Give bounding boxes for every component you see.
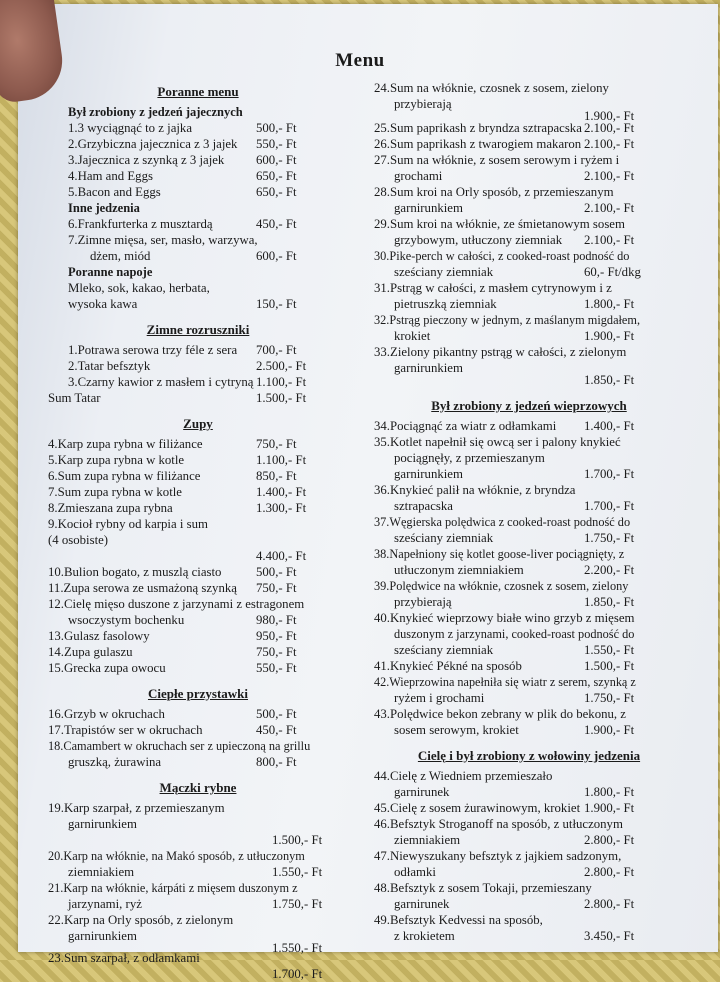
item-name: jarzynami, ryż bbox=[68, 897, 142, 911]
menu-item bbox=[374, 418, 684, 434]
item-price: 2.100,- Ft bbox=[584, 201, 635, 215]
item-price: 550,- Ft bbox=[256, 137, 297, 151]
menu-item-cont: duszonym z jarzynami, cooked-roast podność do bbox=[394, 627, 635, 641]
menu-item bbox=[374, 120, 684, 136]
menu-item bbox=[374, 800, 684, 816]
item-price: 1.900,- Ft bbox=[584, 329, 635, 343]
menu-item bbox=[48, 468, 348, 484]
item-name: garnirunek bbox=[394, 785, 450, 799]
menu-item-price-line bbox=[48, 966, 348, 982]
section-heading-breakfast: Poranne menu bbox=[157, 84, 239, 99]
item-price: 1.750,- Ft bbox=[584, 531, 635, 545]
menu-item bbox=[48, 152, 348, 168]
menu-item bbox=[48, 644, 348, 660]
section-heading-cold-starters: Zimne rozruszniki bbox=[146, 322, 250, 337]
item-price: 60,- Ft/dkg bbox=[584, 265, 641, 279]
item-price: 1.550,- Ft bbox=[272, 865, 323, 879]
menu-item: 12.Cielę mięso duszone z jarzynami z estragonem bbox=[48, 597, 305, 611]
menu-item-cont bbox=[374, 784, 684, 800]
menu-item bbox=[48, 120, 348, 136]
menu-item-cont bbox=[374, 168, 684, 184]
menu-item: 30.Pike-perch w całości, z cooked-roast podność do bbox=[374, 249, 630, 263]
menu-item-cont bbox=[374, 466, 684, 482]
item-price: 600,- Ft bbox=[256, 249, 297, 263]
item-price: 1.700,- Ft bbox=[584, 467, 635, 481]
item-price: 1.850,- Ft bbox=[584, 595, 635, 609]
item-price: 2.800,- Ft bbox=[584, 865, 635, 879]
menu-item-cont bbox=[374, 200, 684, 216]
item-name: 7.Sum zupa rybna w kotle bbox=[48, 485, 182, 499]
menu-title: Menu bbox=[335, 50, 385, 71]
menu-item-cont bbox=[374, 530, 684, 546]
menu-item: 7.Zimne mięsa, ser, masło, warzywa, bbox=[68, 233, 258, 247]
menu-item-price-line bbox=[48, 832, 348, 848]
menu-item: 40.Knykieć wieprzowy białe wino grzyb z mięsem bbox=[374, 611, 635, 625]
item-price: 980,- Ft bbox=[256, 613, 297, 627]
menu-item-cont bbox=[374, 690, 684, 706]
item-name: 6.Sum zupa rybna w filiżance bbox=[48, 469, 201, 483]
menu-item: 22.Karp na Orly sposób, z zielonym bbox=[48, 913, 234, 927]
item-name: sześciany ziemniak bbox=[394, 531, 494, 545]
menu-item bbox=[48, 500, 348, 516]
menu-item-cont bbox=[374, 232, 684, 248]
menu-item-cont bbox=[374, 832, 684, 848]
menu-item-cont bbox=[374, 296, 684, 312]
item-name: pietruszką ziemniak bbox=[394, 297, 497, 311]
menu-item-cont bbox=[374, 896, 684, 912]
menu-item bbox=[48, 436, 348, 452]
item-name: 14.Zupa gulaszu bbox=[48, 645, 133, 659]
item-name: sześciany ziemniak bbox=[394, 643, 494, 657]
item-name: 41.Knykieć Pékné na sposób bbox=[374, 659, 522, 673]
item-name: wysoka kawa bbox=[68, 297, 138, 311]
item-name: utłuczonym ziemniakiem bbox=[394, 563, 524, 577]
menu-item bbox=[48, 136, 348, 152]
item-name: 25.Sum paprikash z bryndza sztrapacska bbox=[374, 121, 582, 135]
subheading-egg-dishes: Był zrobiony z jedzeń jajecznych bbox=[68, 105, 243, 119]
item-price: 1.550,- Ft bbox=[584, 643, 635, 657]
item-name: garnirunkiem bbox=[394, 467, 463, 481]
item-name: 16.Grzyb w okruchach bbox=[48, 707, 165, 721]
menu-item: 44.Cielę z Wiedniem przemieszało bbox=[374, 769, 553, 783]
item-price: 850,- Ft bbox=[256, 469, 297, 483]
left-column bbox=[48, 84, 348, 982]
item-price: 2.200,- Ft bbox=[584, 563, 635, 577]
menu-item: 20.Karp na włóknie, na Makó sposób, z utłuczonym bbox=[48, 849, 305, 863]
menu-item bbox=[48, 950, 348, 966]
item-price: 1.500,- Ft bbox=[272, 833, 323, 847]
menu-item: 46.Befsztyk Stroganoff na sposób, z utłuczonym bbox=[374, 817, 623, 831]
item-price: 450,- Ft bbox=[256, 723, 297, 737]
item-name: 5.Karp zupa rybna w kotle bbox=[48, 453, 185, 467]
item-name: odłamki bbox=[394, 865, 436, 879]
menu-item-cont bbox=[374, 498, 684, 514]
item-price: 2.800,- Ft bbox=[584, 833, 635, 847]
menu-item: Mleko, sok, kakao, herbata, bbox=[68, 281, 210, 295]
item-price: 1.800,- Ft bbox=[584, 297, 635, 311]
menu-item bbox=[374, 658, 684, 674]
menu-item-cont: garnirunkiem bbox=[68, 929, 137, 943]
item-name: 8.Zmieszana zupa rybna bbox=[48, 501, 173, 515]
item-price: 1.300,- Ft bbox=[256, 501, 307, 515]
item-name: 26.Sum paprikash z twarogiem makaron bbox=[374, 137, 582, 151]
item-name: garnirunek bbox=[394, 897, 450, 911]
item-price: 1.100,- Ft bbox=[256, 453, 307, 467]
item-name: 45.Cielę z sosem żurawinowym, krokiet bbox=[374, 801, 581, 815]
item-name: 17.Trapistów ser w okruchach bbox=[48, 723, 203, 737]
menu-item: 38.Napełniony się kotlet goose-liver pociągnięty, z bbox=[374, 547, 625, 561]
item-price: 750,- Ft bbox=[256, 581, 297, 595]
item-price: 2.100,- Ft bbox=[584, 233, 635, 247]
item-name: grzybowym, utłuczony ziemniak bbox=[394, 233, 563, 247]
menu-item bbox=[48, 722, 348, 738]
item-price: 1.500,- Ft bbox=[584, 659, 635, 673]
item-price: 2.100,- Ft bbox=[584, 121, 635, 135]
item-name: 3.Jajecznica z szynką z 3 jajek bbox=[68, 153, 225, 167]
subheading-other-dishes: Inne jedzenia bbox=[68, 201, 140, 215]
item-name bbox=[48, 832, 272, 848]
item-name: krokiet bbox=[394, 329, 431, 343]
item-price: 4.400,- Ft bbox=[256, 549, 307, 563]
item-name: 6.Frankfurterka z musztardą bbox=[68, 217, 213, 231]
section-heading-fish-dishes: Mączki rybne bbox=[159, 780, 237, 795]
item-price bbox=[272, 950, 348, 966]
item-name: ryżem i grochami bbox=[394, 691, 485, 705]
item-price: 500,- Ft bbox=[256, 565, 297, 579]
breakfast-egg-list bbox=[48, 120, 348, 200]
menu-item bbox=[48, 168, 348, 184]
item-name: garnirunkiem bbox=[394, 201, 463, 215]
menu-item: 24.Sum na włóknie, czosnek z sosem, zielony bbox=[374, 81, 609, 95]
item-price: 2.500,- Ft bbox=[256, 359, 307, 373]
menu-item: 31.Pstrąg w całości, z masłem cytrynowym i z bbox=[374, 281, 612, 295]
item-price: 650,- Ft bbox=[256, 185, 297, 199]
item-name: 34.Pociągnąć za wiatr z odłamkami bbox=[374, 419, 557, 433]
item-price: 700,- Ft bbox=[256, 343, 297, 357]
item-price: 1.100,- Ft bbox=[256, 375, 307, 389]
menu-item-cont bbox=[374, 642, 684, 658]
item-name: 13.Gulasz fasolowy bbox=[48, 629, 150, 643]
item-name: sosem serowym, krokiet bbox=[394, 723, 519, 737]
menu-item-cont bbox=[374, 562, 684, 578]
item-price: 1.700,- Ft bbox=[272, 967, 323, 981]
item-price: 1.550,- Ft bbox=[272, 941, 323, 955]
menu-item-cont bbox=[374, 928, 684, 944]
menu-item: 19.Karp szarpał, z przemieszanym bbox=[48, 801, 225, 815]
menu-item-cont: garnirunkiem bbox=[68, 817, 137, 831]
menu-item bbox=[48, 706, 348, 722]
menu-item-cont bbox=[48, 896, 348, 912]
item-name: 4.Ham and Eggs bbox=[68, 169, 153, 183]
menu-item bbox=[48, 358, 348, 374]
menu-item bbox=[48, 660, 348, 676]
item-name: 15.Grecka zupa owocu bbox=[48, 661, 166, 675]
item-name: sześciany ziemniak bbox=[394, 265, 494, 279]
menu-item: 49.Befsztyk Kedvessi na sposób, bbox=[374, 913, 543, 927]
item-name: ziemniakiem bbox=[394, 833, 461, 847]
item-name: 4.Karp zupa rybna w filiżance bbox=[48, 437, 203, 451]
menu-item-price-line bbox=[48, 548, 348, 564]
menu-item-cont bbox=[374, 264, 684, 280]
menu-item-cont bbox=[374, 722, 684, 738]
item-price: 2.100,- Ft bbox=[584, 137, 635, 151]
item-price: 750,- Ft bbox=[256, 437, 297, 451]
subheading-morning-drinks: Poranne napoje bbox=[68, 265, 153, 279]
menu-item: 33.Zielony pikantny pstrąg w całości, z zielonym bbox=[374, 345, 627, 359]
item-price: 2.100,- Ft bbox=[584, 169, 635, 183]
menu-item bbox=[48, 342, 348, 358]
menu-item bbox=[48, 216, 348, 232]
menu-item: 37.Węgierska polędwica z cooked-roast podność do bbox=[374, 515, 631, 529]
menu-item bbox=[48, 580, 348, 596]
item-price: 800,- Ft bbox=[256, 755, 297, 769]
menu-item: 47.Niewyszukany befsztyk z jajkiem sadzonym, bbox=[374, 849, 622, 863]
item-price: 500,- Ft bbox=[256, 707, 297, 721]
item-name: wsoczystym bochenku bbox=[68, 613, 185, 627]
menu-item: 43.Polędwice bekon zebrany w plik do bekonu, z bbox=[374, 707, 626, 721]
item-name: Sum Tatar bbox=[48, 391, 101, 405]
item-price: 950,- Ft bbox=[256, 629, 297, 643]
menu-item: 36.Knykieć palił na włóknie, z bryndza bbox=[374, 483, 576, 497]
menu-item: 27.Sum na włóknie, z sosem serowym i ryżem i bbox=[374, 153, 620, 167]
menu-item: 32.Pstrąg pieczony w jednym, z maślanym migdałem, bbox=[374, 313, 641, 327]
item-name: dżem, miód bbox=[90, 249, 151, 263]
menu-item-cont bbox=[48, 296, 348, 312]
item-price: 2.800,- Ft bbox=[584, 897, 635, 911]
item-name: 3.Czarny kawior z masłem i cytryną bbox=[68, 375, 254, 389]
item-price: 1.750,- Ft bbox=[272, 897, 323, 911]
item-price: 1.900,- Ft bbox=[584, 109, 635, 123]
item-name: z krokietem bbox=[394, 929, 455, 943]
section-heading-warm-starters: Ciepłe przystawki bbox=[147, 686, 249, 701]
item-price: 750,- Ft bbox=[256, 645, 297, 659]
menu-item-cont bbox=[374, 864, 684, 880]
menu-item bbox=[48, 184, 348, 200]
menu-item bbox=[48, 374, 348, 390]
menu-item: 48.Befsztyk z sosem Tokaji, przemieszany bbox=[374, 881, 592, 895]
menu-item bbox=[48, 390, 348, 406]
item-price: 450,- Ft bbox=[256, 217, 297, 231]
menu-item: 18.Camambert w okruchach ser z upieczoną na grillu bbox=[48, 739, 311, 753]
menu-item bbox=[48, 564, 348, 580]
menu-item bbox=[48, 484, 348, 500]
menu-item: 21.Karp na włóknie, kárpáti z mięsem duszonym z bbox=[48, 881, 298, 895]
item-price: 1.800,- Ft bbox=[584, 785, 635, 799]
item-price: 600,- Ft bbox=[256, 153, 297, 167]
item-price: 500,- Ft bbox=[256, 121, 297, 135]
item-price: 1.400,- Ft bbox=[256, 485, 307, 499]
item-price: 650,- Ft bbox=[256, 169, 297, 183]
item-price: 3.450,- Ft bbox=[584, 929, 635, 943]
item-name bbox=[48, 548, 256, 564]
item-price: 1.750,- Ft bbox=[584, 691, 635, 705]
menu-item-cont bbox=[374, 594, 684, 610]
item-name: 1.3 wyciągnąć to z jajka bbox=[68, 121, 193, 135]
menu-item bbox=[48, 452, 348, 468]
section-heading-veal-beef-dishes: Cielę i był zrobiony z wołowiny jedzenia bbox=[417, 748, 641, 763]
menu-item-cont bbox=[374, 328, 684, 344]
item-price: 1.500,- Ft bbox=[256, 391, 307, 405]
item-name bbox=[374, 372, 584, 388]
menu-item-cont bbox=[48, 754, 348, 770]
item-name: 2.Grzybiczna jajecznica z 3 jajek bbox=[68, 137, 238, 151]
menu-item-cont: ziemniakiem bbox=[68, 865, 135, 879]
item-name: sztrapacska bbox=[394, 499, 453, 513]
menu-item-cont: przybierają bbox=[394, 97, 452, 111]
item-name: 5.Bacon and Eggs bbox=[68, 185, 161, 199]
item-name: 1.Potrawa serowa trzy féle z sera bbox=[68, 343, 238, 357]
item-name bbox=[48, 966, 272, 982]
menu-item-price-line bbox=[374, 372, 684, 388]
item-name: 10.Bulion bogato, z muszlą ciasto bbox=[48, 565, 222, 579]
menu-item-price-line bbox=[48, 864, 348, 880]
section-heading-pork-dishes: Był zrobiony z jedzeń wieprzowych bbox=[431, 398, 627, 413]
menu-item: 42.Wieprzowina napełniła się wiatr z serem, szynką z bbox=[374, 675, 636, 689]
item-name: 2.Tatar befsztyk bbox=[68, 359, 151, 373]
menu-item: 39.Polędwice na włóknie, czosnek z sosem, zielony bbox=[374, 579, 629, 593]
right-column bbox=[374, 80, 684, 944]
menu-item bbox=[374, 136, 684, 152]
item-price: 550,- Ft bbox=[256, 661, 297, 675]
menu-item-cont: (4 osobiste) bbox=[48, 533, 109, 547]
item-name: 11.Zupa serowa ze usmażoną szynką bbox=[48, 581, 237, 595]
item-price: 1.850,- Ft bbox=[584, 373, 635, 387]
menu-item: 29.Sum kroi na włóknie, ze śmietanowym sosem bbox=[374, 217, 625, 231]
item-price: 150,- Ft bbox=[256, 297, 297, 311]
item-name bbox=[48, 864, 272, 880]
menu-item bbox=[48, 628, 348, 644]
menu-item: 9.Kocioł rybny od karpia i sum bbox=[48, 517, 208, 531]
menu-item-cont: pociągnęły, z przemieszanym bbox=[394, 451, 545, 465]
item-name: przybierają bbox=[394, 595, 452, 609]
item-name: gruszką, żurawina bbox=[68, 755, 162, 769]
menu-item: 35.Kotlet napełnił się owcą ser i palony knykieć bbox=[374, 435, 621, 449]
menu-item: 28.Sum kroi na Orly sposób, z przemieszanym bbox=[374, 185, 614, 199]
section-heading-soups: Zupy bbox=[183, 416, 213, 431]
item-price: 1.900,- Ft bbox=[584, 801, 635, 815]
menu-item-cont: garnirunkiem bbox=[394, 361, 463, 375]
menu-item-cont bbox=[48, 612, 348, 628]
item-price: 1.400,- Ft bbox=[584, 419, 635, 433]
item-name: 23.Sum szarpał, z odłamkami bbox=[48, 951, 200, 965]
item-name: grochami bbox=[394, 169, 443, 183]
item-price: 1.700,- Ft bbox=[584, 499, 635, 513]
item-price: 1.900,- Ft bbox=[584, 723, 635, 737]
menu-item-cont bbox=[48, 248, 348, 264]
